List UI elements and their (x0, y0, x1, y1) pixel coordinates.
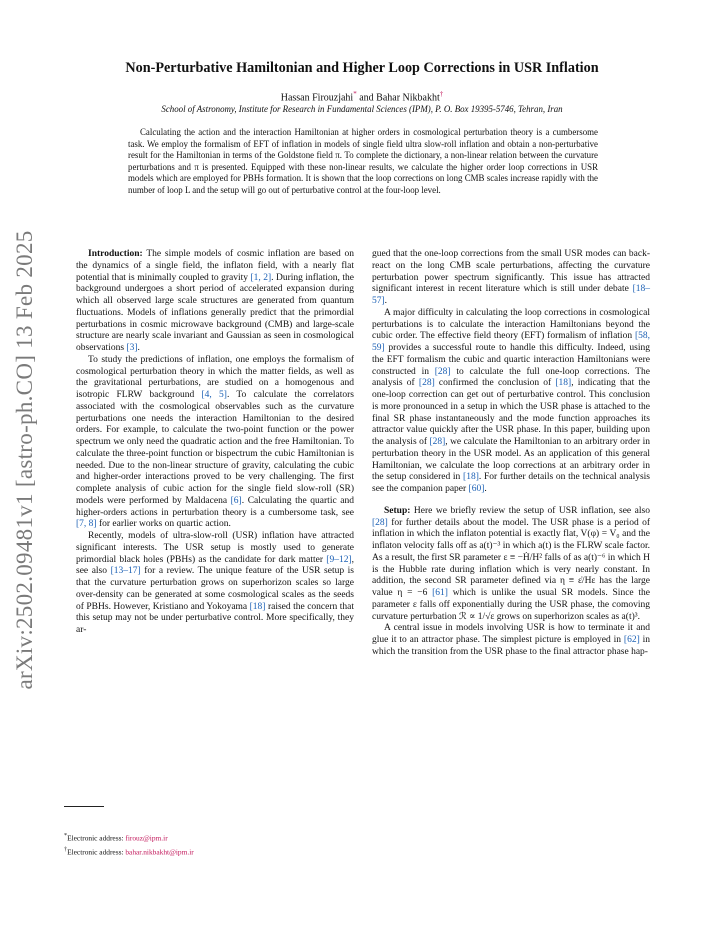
citation-link[interactable]: [61] (432, 588, 448, 598)
author1-footnote-mark[interactable]: * (353, 90, 357, 98)
intro-paragraph-3 (76, 531, 354, 637)
citation-link[interactable]: [13–17] (110, 566, 141, 577)
footnote-mark: * (64, 833, 68, 839)
citation-link[interactable]: [4, 5] (201, 390, 227, 400)
body-text: , indicating that the one-loop correction can get out of perturbative control. This conclusion is more pronounced in a setup in which the USR phase is attached to the final SR phase instantaneously and the mode function approaches its attractor value quickly after the USR phase. In this paper, building upon the analysis of (372, 378, 650, 447)
intro-text: raised the concern that this setup may not be under perturbative control. More specifically, they ar- (76, 601, 354, 635)
citation-link[interactable]: [18] (555, 378, 572, 389)
citation-link[interactable]: [28] (429, 437, 446, 447)
intro-paragraph-4 (372, 308, 650, 496)
citation-link[interactable]: [58, 59] (372, 331, 650, 353)
author-nikbakht: Bahar Nikbakht (376, 92, 440, 104)
footnote-rule (64, 806, 104, 807)
citation-link[interactable]: [28] (372, 517, 388, 528)
intro-text: Recently, models of ultra-slow-roll (USR) inflation have attracted significant interests. The USR setup is mostly used to generate primordial black holes (PBHs) as the candidate for dark matter (76, 531, 354, 565)
citation-link[interactable]: [28] (434, 366, 451, 377)
intro-text: . (137, 343, 140, 353)
intro-text: The simple models of cosmic inflation are based on the dynamics of a single field, the inflaton field, with a nearly flat potential that is minimally coupled to gravity (76, 249, 354, 283)
citation-link[interactable]: [7, 8] (76, 519, 97, 530)
citation-link[interactable]: [62] (623, 635, 640, 645)
footnote-mark: † (64, 847, 68, 854)
left-column (76, 249, 354, 637)
citation-link[interactable]: [60] (468, 484, 485, 494)
intro-text: To study the predictions of inflation, one employs the formalism of cosmological perturbation theory in which the matter fields, as well as the gravitational perturbations, are studied on a homogenous and isotropic FLRW background (76, 354, 354, 400)
paper-title: Non-Perturbative Hamiltonian and Higher Loop Corrections in USR Inflation (125, 60, 599, 76)
setup-paragraph-2 (372, 623, 650, 658)
introduction-heading: Introduction: (88, 249, 143, 259)
intro-text: for a review. The unique feature of the USR setup is that the curvature perturbation grows on superhorizon scales so large over-density can be generated at some cosmological scales as the seeds of PBHs. However, Kristiano and Yokoyama (76, 566, 355, 612)
body-text: , we calculate the Hamiltonian to an arbitrary order in perturbation theory in the USR model. As an application of this general Hamiltonian, we calculate the loop corrections at an arbitrary order in the setup considered in (372, 437, 650, 483)
footnote-1 (64, 830, 194, 844)
body-text: confirmed the conclusion of (434, 378, 556, 389)
intro-text: for earlier works on quartic action. (96, 519, 231, 530)
footnotes (64, 830, 194, 859)
citation-link[interactable]: [3] (126, 343, 138, 353)
body-text: Here we briefly review the setup of USR inflation, see also (410, 505, 650, 516)
intro-text: . To calculate the correlators associated with the cosmological observables such as the curvature perturbations one needs the interaction Hamiltonian to the desired orders. For example, to calculate the two-point function or the power spectrum we only need the quadratic action and the free Hamiltonian. To calculate the three-point function or bispectrum the cubic Hamiltonian is needed. Due to the non-linear structure of gravity, calculating the cubic and higher-order interactions proved to be very challenging. The first complete analysis of cubic action for the single field slow-roll (SR) models were performed by Maldacena (76, 390, 354, 506)
body-text: . For further details on the technical analysis see the companion paper (372, 472, 651, 494)
citation-link[interactable]: [9–12] (326, 554, 352, 565)
body-text: provides a successful route to handle this difficulty. Indeed, using the EFT formalism the cubic and quartic interaction Hamiltonians were constructed in (372, 343, 650, 377)
setup-heading: Setup: (384, 505, 411, 516)
arxiv-sidebar (4, 225, 46, 695)
email-link-firouz[interactable]: firouz@ipm.ir (125, 833, 168, 843)
body-text: A major difficulty in calculating the loop corrections in cosmological perturbations is to calculate the interaction Hamiltonians beyond the cubic order. The effective field theory (EFT) formalism of inflation (372, 307, 650, 342)
intro-text: . Calculating the quartic and higher-orders actions in perturbation theory is a cumbersome task, see (76, 495, 354, 518)
footnote-label: Electronic address: (67, 833, 126, 843)
author-conjunction: and (356, 92, 377, 104)
body-text: A central issue in models involving USR is how to terminate it and glue it to an attractor phase. The simplest picture is employed in (372, 623, 650, 645)
affiliation: School of Astronomy, Institute for Research in Fundamental Sciences (IPM), P. O. Box 19395-5746, Tehran, Iran (161, 104, 563, 114)
setup-paragraph-1 (372, 506, 650, 624)
citation-link[interactable]: [1, 2] (250, 272, 272, 283)
right-column (372, 249, 650, 659)
intro-text: . During inflation, the background undergoes a short period of accelerated expansion during which all observed large scale structures are generated from quantum fluctuations. Models of inflations generally predict that the primordial perturbations in cosmic microwave background (CMB) and large-scale structure are nearly scale invariant and Gaussian as seen in cosmological observations (76, 272, 354, 353)
body-text: for further details about the model. The USR phase is a period of inflation in which the inflaton potential is exactly flat, V(φ) = V₀ and the inflaton velocity falls off as a(t)⁻³ in which a(t) is the FLRW scale factor. As a result, the first SR parameter ε ≡ −Ḣ/H² falls of as a(t)⁻⁶ in which H is the Hubble rate during inflation which is very nearly constant. In addition, the second SR parameter defined via η ≡ ε̇/Hε has the large value η = −6 (372, 517, 650, 598)
citation-link[interactable]: [6] (230, 495, 242, 506)
citation-link[interactable]: [18] (249, 601, 266, 612)
author-firouzjahi: Hassan Firouzjahi (280, 92, 354, 104)
citation-link[interactable]: [18–57] (372, 284, 650, 306)
author2-footnote-mark[interactable]: † (439, 90, 444, 98)
body-text: to calculate the full one-loop corrections. The analysis of (372, 366, 650, 389)
body-text: . (484, 484, 487, 494)
body-text: . (384, 296, 388, 306)
footnote-label: Electronic address: (67, 847, 126, 857)
body-text: gued that the one-loop corrections from the small USR modes can back-react on the long CMB scale perturbations, affecting the curvature perturbation power spectrum significantly. This issue has attracted significant interest in recent literature which is still under debate (372, 249, 650, 295)
intro-paragraph-3-continued (372, 249, 650, 308)
email-link-nikbakht[interactable]: bahar.nikbakht@ipm.ir (125, 847, 194, 857)
intro-paragraph-2 (76, 355, 354, 531)
section-gap (372, 496, 650, 506)
author-line (60, 90, 664, 103)
footnote-2 (64, 844, 194, 858)
citation-link[interactable]: [18] (463, 472, 479, 483)
intro-paragraph-1 (76, 249, 354, 355)
abstract: Calculating the action and the interaction Hamiltonian at higher orders in cosmological perturbation theory is a cumbersome task. We employ the formalism of EFT of inflation in models of single field ultra slow-roll inflation and obtain a non-perturbative result for the Hamiltonian in terms of the Goldstone field π. To complete the dictionary, a non-linear relation between the curvature perturbations and π is presented. Equipped with these non-linear results, we calculate the higher order loop corrections in USR models which are employed for PBHs formation. It is shown that the loop corrections on long CMB scales increase rapidly with the number of loop L and the setup will go out of perturbative control at the four-loop level. (128, 127, 598, 195)
body-text: in which the transition from the USR phase to the final attractor phase hap- (372, 635, 650, 657)
citation-link[interactable]: [28] (418, 378, 435, 389)
arxiv-identifier: arXiv:2502.09481v1 [astro-ph.CO] 13 Feb 2025 (12, 230, 37, 690)
body-text: which is unlike the usual SR models. Since the parameter ε falls off exponentially during the USR phase, the comoving curvature perturbation ℛ ∝ 1/√ε grows on superhorizon scales as a(t)³. (372, 588, 650, 622)
intro-text: , see also (76, 554, 354, 577)
